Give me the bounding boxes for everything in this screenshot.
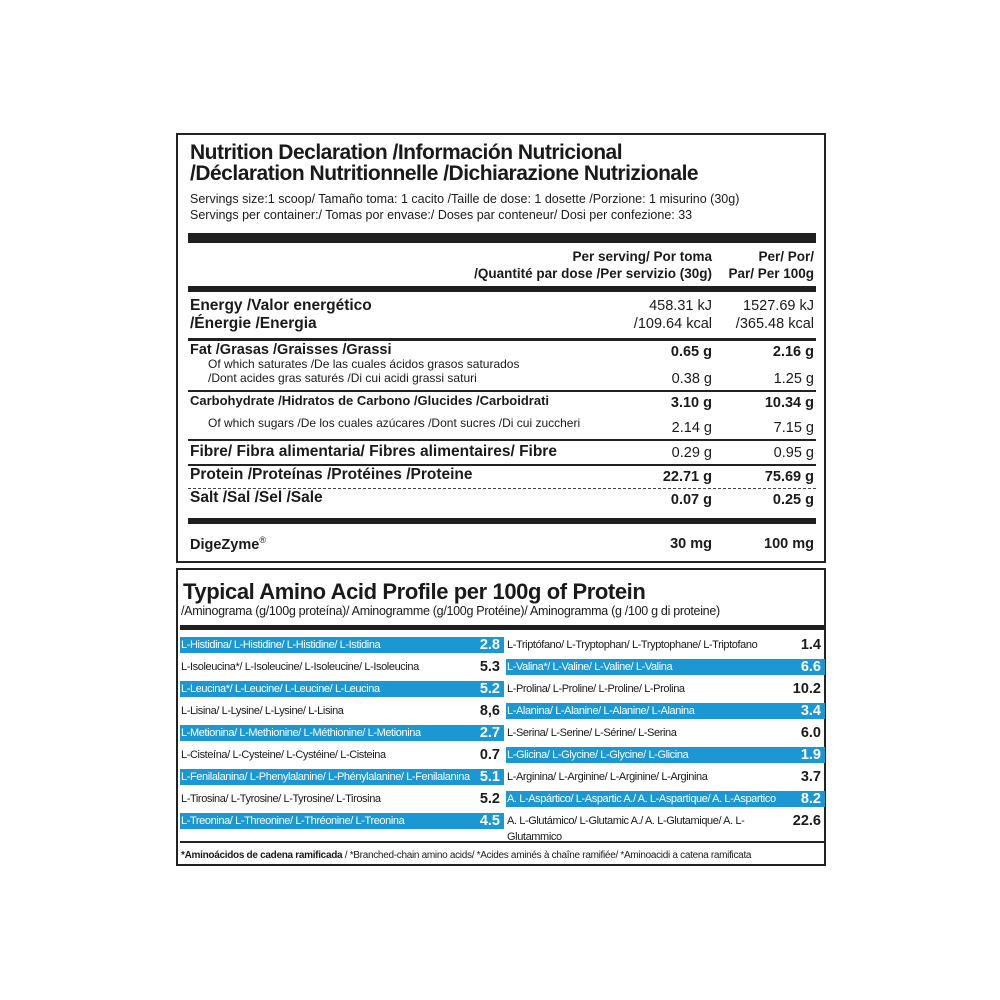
amino-label-right: L-Triptófano/ L-Tryptophan/ L-Tryptophane/ L-Triptofano <box>507 639 758 651</box>
sugars-serving: 2.14 g <box>671 420 712 436</box>
energy-serving-kj: 458.31 kJ <box>649 298 712 314</box>
col-100g-header-l1: Per/ Por/ <box>758 249 814 264</box>
saturates-100g: 1.25 g <box>773 371 814 387</box>
carbohydrate-serving: 3.10 g <box>670 395 712 411</box>
col-serving-header-l2: /Quantité par dose /Per servizio (30g) <box>474 266 712 281</box>
amino-value-left: 2.7 <box>474 725 504 741</box>
fat-label: Fat /Grasas /Graisses /Grassi <box>190 342 392 358</box>
servings-per-container: Servings per container:/ Tomas por envase:/ Doses par conteneur/ Dosi per confezione: 33 <box>190 208 693 222</box>
amino-value-right: 22.6 <box>792 813 821 829</box>
energy-100g-kcal: /365.48 kcal <box>735 316 814 332</box>
amino-label-right: A. L-Aspártico/ L-Aspartic A./ A. L-Aspartique/ A. L-Aspartico <box>506 791 797 807</box>
amino-value-left: 4.5 <box>474 813 504 829</box>
serving-size: Servings size:1 scoop/ Tamaño toma: 1 cacito /Taille de dose: 1 dosette /Porzione: 1 misurino (30g) <box>190 192 740 206</box>
nutrition-title-line1: Nutrition Declaration /Información Nutricional <box>190 141 623 164</box>
amino-label-left: L-Metionina/ L-Methionine/ L-Méthionine/ L-Metionina <box>180 725 475 741</box>
fibre-label: Fibre/ Fibra alimentaria/ Fibres alimentaires/ Fibre <box>190 443 557 460</box>
amino-label-left: L-Isoleucina*/ L-Isoleucine/ L-Isoleucine/ L-Isoleucina <box>181 661 419 673</box>
amino-label-right: L-Alanina/ L-Alanine/ L-Alanine/ L-Alanina <box>506 703 797 719</box>
sugars-label: Of which sugars /De los cuales azúcares /Dont sucres /Di cui zuccheri <box>208 416 581 430</box>
amino-label-right: L-Arginina/ L-Arginine/ L-Arginine/ L-Arginina <box>507 771 708 783</box>
fat-rule <box>188 390 816 392</box>
amino-value-right: 6.6 <box>791 659 825 675</box>
col-serving-header-l1: Per serving/ Por toma <box>572 249 712 264</box>
sugars-100g: 7.15 g <box>773 420 814 436</box>
digezyme-100g: 100 mg <box>764 536 814 552</box>
amino-label-left: L-Leucina*/ L-Leucine/ L-Leucine/ L-Leucina <box>180 681 475 697</box>
amino-value-left: 5.2 <box>474 681 504 697</box>
header-rule <box>188 286 816 292</box>
fat-serving: 0.65 g <box>670 344 712 360</box>
energy-label-l2: /Énergie /Energia <box>190 315 317 332</box>
footnote-rule <box>180 841 824 843</box>
carbohydrate-100g: 10.34 g <box>764 395 814 411</box>
amino-value-right: 10.2 <box>792 681 821 697</box>
salt-rule <box>188 518 816 524</box>
amino-value-left: 5.3 <box>479 659 500 675</box>
digezyme-label: DigeZyme® <box>190 535 266 553</box>
amino-value-right: 1.9 <box>791 747 825 763</box>
amino-label-left: L-Fenilalanina/ L-Phenylalanine/ L-Phénylalanine/ L-Fenilalanina <box>180 769 475 785</box>
col-100g-header-l2: Par/ Per 100g <box>728 266 814 281</box>
energy-100g-kj: 1527.69 kJ <box>743 298 814 314</box>
salt-serving: 0.07 g <box>670 492 712 508</box>
fat-100g: 2.16 g <box>772 344 814 360</box>
amino-label-left: L-Cisteína/ L-Cysteine/ L-Cystéine/ L-Cisteina <box>181 749 386 761</box>
amino-value-right: 3.4 <box>791 703 825 719</box>
amino-label-left: L-Treonina/ L-Threonine/ L-Thréonine/ L-Treonina <box>180 813 475 829</box>
footnote-rest: / *Branched-chain amino acids/ *Acides aminés à chaîne ramifiée/ *Aminoacidi a catena ramificata <box>342 850 752 861</box>
amino-title: Typical Amino Acid Profile per 100g of Protein <box>183 579 646 604</box>
digezyme-serving: 30 mg <box>670 536 712 552</box>
nutrition-title-line2: /Déclaration Nutritionnelle /Dichiarazione Nutrizionale <box>190 162 699 185</box>
amino-label-right: L-Prolina/ L-Proline/ L-Proline/ L-Prolina <box>507 683 685 695</box>
nutrition-panel <box>176 133 826 563</box>
amino-value-left: 5.2 <box>479 791 500 807</box>
amino-value-left: 8,6 <box>479 703 500 719</box>
amino-value-right: 1.4 <box>800 637 821 653</box>
amino-value-right: 8.2 <box>791 791 825 807</box>
amino-value-right: 3.7 <box>800 769 821 785</box>
fibre-serving: 0.29 g <box>671 445 712 461</box>
protein-label: Protein /Proteínas /Protéines /Proteine <box>190 466 473 483</box>
amino-footnote <box>181 850 751 861</box>
carbohydrate-label: Carbohydrate /Hidratos de Carbono /Glucides /Carboidrati <box>190 393 550 408</box>
amino-label-left: L-Tirosina/ L-Tyrosine/ L-Tyrosine/ L-Tirosina <box>181 793 381 805</box>
amino-value-left: 2.8 <box>474 637 504 653</box>
protein-100g: 75.69 g <box>764 469 814 485</box>
amino-value-left: 5.1 <box>474 769 504 785</box>
amino-header-rule <box>180 625 824 630</box>
registered-mark: ® <box>259 535 266 545</box>
saturates-label-l1: Of which saturates /De las cuales ácidos grasos saturados <box>208 357 520 371</box>
amino-subtitle: /Aminograma (g/100g proteína)/ Aminogramme (g/100g Protéine)/ Aminogramma (g /100 g di proteine) <box>181 604 720 618</box>
amino-label-left: L-Lisina/ L-Lysine/ L-Lysine/ L-Lisina <box>181 705 344 717</box>
footnote-bold: *Aminoácidos de cadena ramificada <box>181 850 343 861</box>
energy-label-l1: Energy /Valor energético <box>190 297 372 314</box>
carb-rule <box>188 439 816 441</box>
energy-serving-kcal: /109.64 kcal <box>633 316 712 332</box>
amino-label-right: L-Serina/ L-Serine/ L-Sérine/ L-Serina <box>507 727 677 739</box>
salt-100g: 0.25 g <box>772 492 814 508</box>
saturates-serving: 0.38 g <box>671 371 712 387</box>
energy-rule <box>188 338 816 341</box>
amino-value-left: 0.7 <box>479 747 500 763</box>
fibre-100g: 0.95 g <box>773 445 814 461</box>
protein-serving: 22.71 g <box>662 469 712 485</box>
header-bar <box>188 233 816 243</box>
amino-label-right: A. L-Glutámico/ L-Glutamic A./ A. L-Glutamique/ A. L-Glutammico <box>507 815 745 843</box>
saturates-label-l2: /Dont acides gras saturés /Di cui acidi grassi saturi <box>208 371 477 385</box>
salt-label: Salt /Sal /Sel /Sale <box>190 489 323 506</box>
amino-value-right: 6.0 <box>800 725 821 741</box>
amino-label-right: L-Valina*/ L-Valine/ L-Valine/ L-Valina <box>506 659 797 675</box>
amino-panel <box>176 568 826 866</box>
amino-label-left: L-Histidina/ L-Histidine/ L-Histidine/ L-Istidina <box>180 637 475 653</box>
amino-label-right: L-Glicina/ L-Glycine/ L-Glycine/ L-Glicina <box>506 747 797 763</box>
